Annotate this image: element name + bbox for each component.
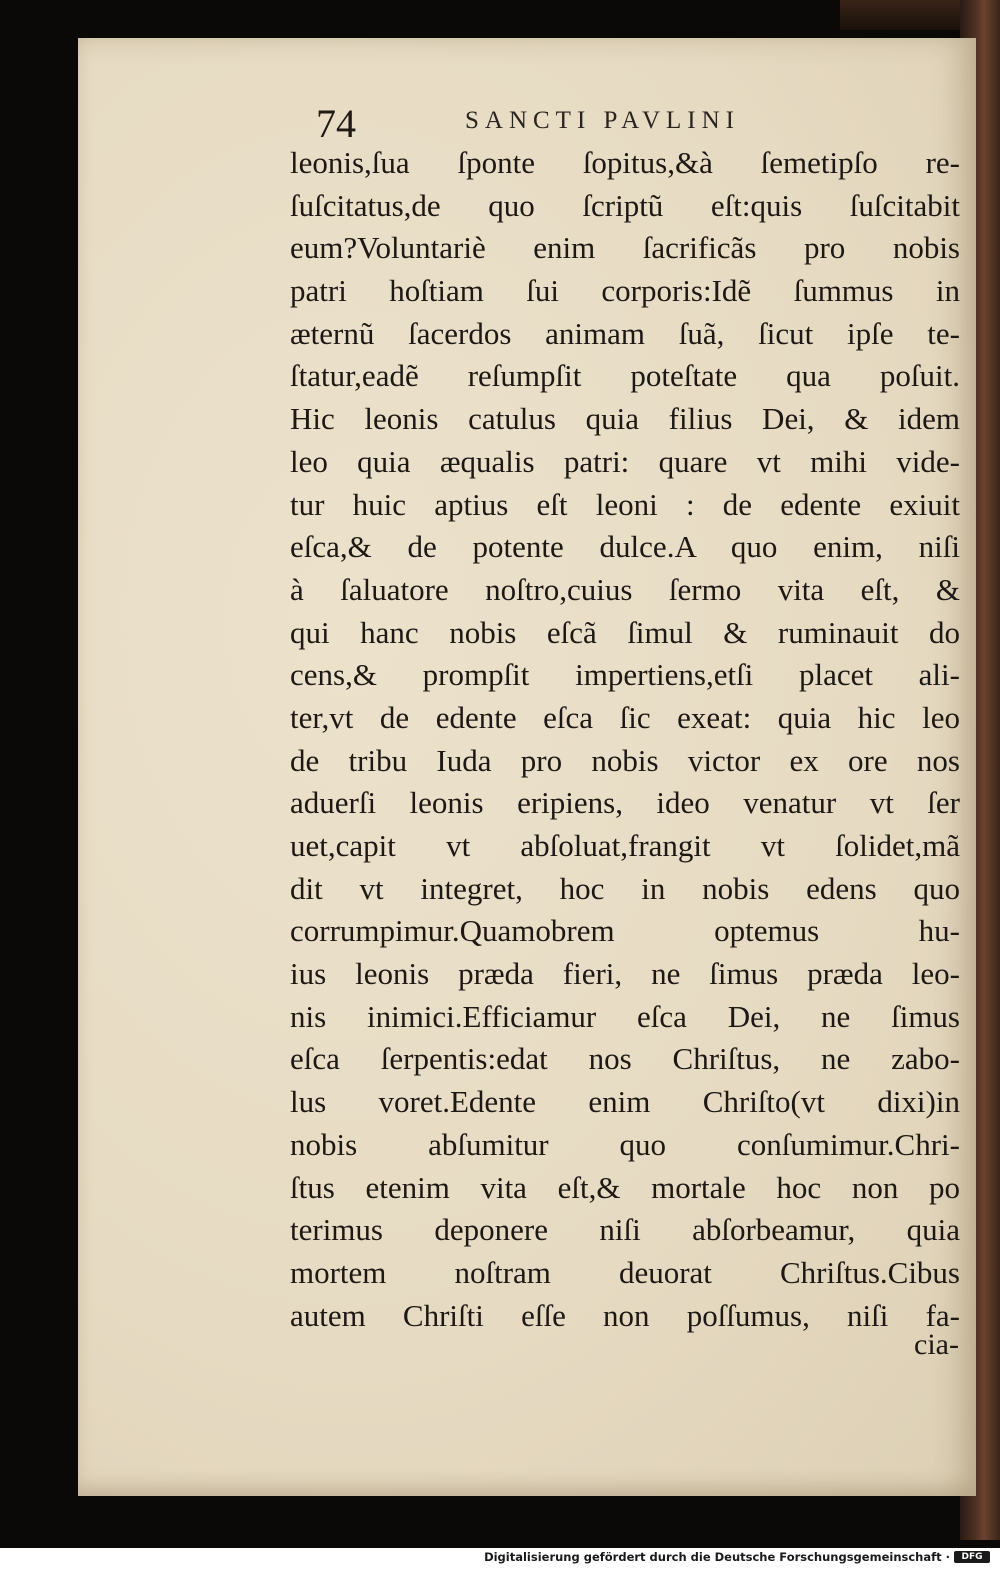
text-line: leonis,ſua ſponte ſopitus,&à ſemetipſo re- bbox=[290, 145, 960, 180]
text-line: eum?Voluntariè enim ſacrificãs pro nobis bbox=[290, 230, 960, 266]
text-line: de tribu Iuda pro nobis victor ex ore nos bbox=[290, 742, 960, 778]
catchword: cia- bbox=[914, 1328, 959, 1361]
text-line: corrumpimur.Quamobrem optemus hu- bbox=[290, 913, 960, 949]
text-line: ius leonis præda fieri, ne ſimus præda leo- bbox=[290, 956, 960, 992]
text-line: ſtatur,eadẽ reſumpſit poteſtate qua poſuit. bbox=[290, 358, 960, 394]
text-line: nobis abſumitur quo conſumimur.Chri- bbox=[290, 1126, 960, 1162]
dfg-logo-icon: DFG bbox=[954, 1551, 990, 1563]
text-line: Hic leonis catulus quia filius Dei, & idem bbox=[290, 401, 960, 437]
text-line: uet,capit vt abſoluat,frangit vt ſolidet,mã bbox=[290, 828, 960, 863]
text-line: mortem noſtram deuorat Chriſtus.Cibus bbox=[290, 1254, 960, 1290]
text-line: leo quia æqualis patri: quare vt mihi vide- bbox=[290, 443, 960, 479]
text-line: patri hoſtiam ſui corporis:Idẽ ſummus in bbox=[290, 273, 960, 309]
text-block bbox=[290, 142, 960, 1337]
text-line: à ſaluatore noſtro,cuius ſermo vita eſt, & bbox=[290, 571, 960, 607]
page-number: 74 bbox=[316, 101, 356, 146]
text-line: aduerſi leonis eripiens, ideo venatur vt ſer bbox=[290, 785, 960, 821]
text-line: ſtus etenim vita eſt,& mortale hoc non po bbox=[290, 1169, 960, 1205]
text-line: eſca,& de potente dulce.A quo enim, niſi bbox=[290, 529, 960, 565]
text-line: terimus deponere niſi abſorbeamur, quia bbox=[290, 1212, 960, 1248]
text-line: autem Chriſti eſſe non poſſumus, niſi fa- bbox=[290, 1297, 960, 1333]
text-line: ter,vt de edente eſca ſic exeat: quia hic leo bbox=[290, 699, 960, 735]
text-line: cens,& prompſit impertiens,etſi placet ali- bbox=[290, 657, 960, 693]
text-line: qui hanc nobis eſcã ſimul & ruminauit do bbox=[290, 614, 960, 650]
running-head: SANCTI PAVLINI bbox=[465, 107, 741, 134]
footer-credit: Digitalisierung gefördert durch die Deutsche Forschungsgemeinschaft · bbox=[484, 1550, 950, 1564]
text-line: æternũ ſacerdos animam ſuã, ſicut ipſe te- bbox=[290, 315, 960, 351]
text-line: eſca ſerpentis:edat nos Chriſtus, ne zabo- bbox=[290, 1041, 960, 1077]
text-line: nis inimici.Efficiamur eſca Dei, ne ſimus bbox=[290, 998, 960, 1034]
text-line: lus voret.Edente enim Chriſto(vt dixi)in bbox=[290, 1084, 960, 1120]
text-line: ſuſcitatus,de quo ſcriptũ eſt:quis ſuſcitabit bbox=[290, 187, 960, 223]
text-line: dit vt integret, hoc in nobis edens quo bbox=[290, 870, 960, 906]
text-line: tur huic aptius eſt leoni : de edente exiuit bbox=[290, 486, 960, 522]
